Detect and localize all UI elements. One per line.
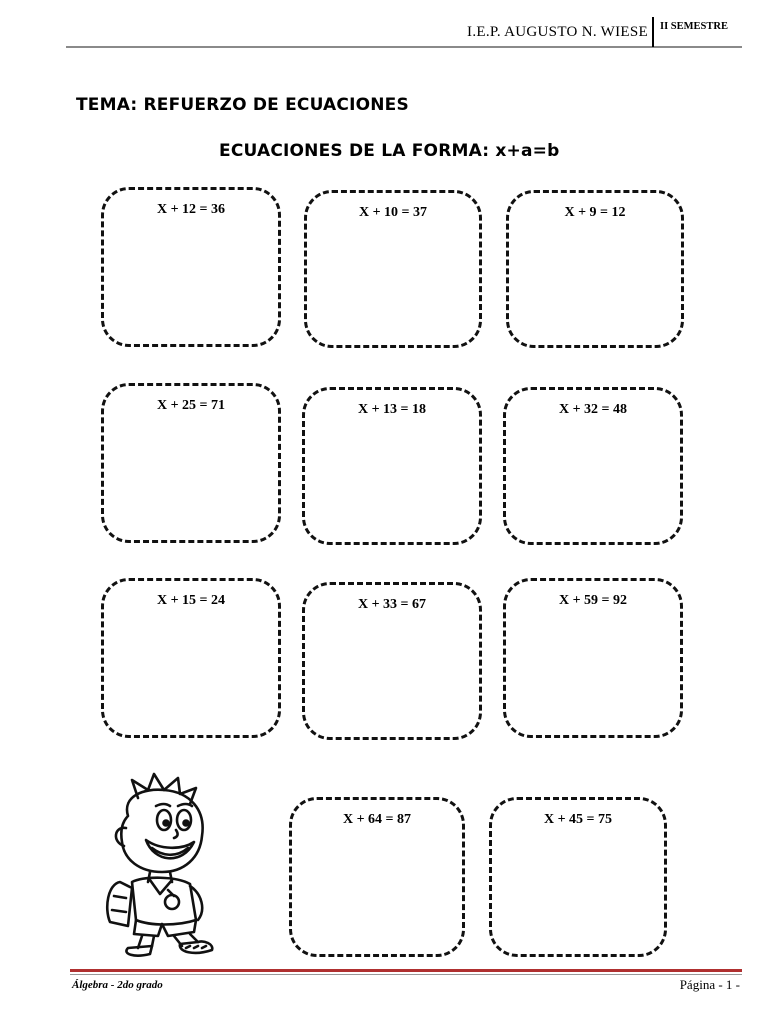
equation-box-3[interactable] (506, 190, 684, 348)
header-rule (66, 46, 742, 48)
equation-text: X + 12 = 36 (156, 202, 226, 217)
equation-text: X + 13 = 18 (357, 402, 427, 417)
equation-box-6[interactable] (503, 387, 683, 545)
page-subtitle: ECUACIONES DE LA FORMA: x+a=b (219, 141, 560, 161)
footer-page-number: Página - 1 - (679, 977, 740, 992)
equation-box-9[interactable] (503, 578, 683, 738)
equation-box-1[interactable] (101, 187, 281, 347)
page-title: TEMA: REFUERZO DE ECUACIONES (76, 95, 409, 115)
equation-text: X + 64 = 87 (342, 812, 412, 827)
equation-text: X + 10 = 37 (358, 205, 428, 220)
semester-label: II SEMESTRE (660, 21, 728, 32)
footer-rule-thin (70, 974, 742, 975)
equation-box-8[interactable] (302, 582, 482, 740)
equation-text: X + 25 = 71 (156, 398, 226, 413)
equation-box-7[interactable] (101, 578, 281, 738)
cartoon-boy-icon (98, 770, 228, 960)
equation-box-4[interactable] (101, 383, 281, 543)
school-name: I.E.P. AUGUSTO N. WIESE (467, 24, 648, 40)
equation-box-2[interactable] (304, 190, 482, 348)
equation-box-11[interactable] (489, 797, 667, 957)
footer-course: Álgebra - 2do grado (72, 979, 163, 991)
equation-box-5[interactable] (302, 387, 482, 545)
header-divider (652, 17, 654, 47)
equation-text: X + 59 = 92 (558, 593, 628, 608)
equation-text: X + 15 = 24 (156, 593, 226, 608)
equation-text: X + 9 = 12 (564, 205, 626, 220)
equation-text: X + 32 = 48 (558, 402, 628, 417)
equation-text: X + 45 = 75 (543, 812, 613, 827)
equation-text: X + 33 = 67 (357, 597, 427, 612)
equation-box-10[interactable] (289, 797, 465, 957)
footer-rule (70, 969, 742, 972)
